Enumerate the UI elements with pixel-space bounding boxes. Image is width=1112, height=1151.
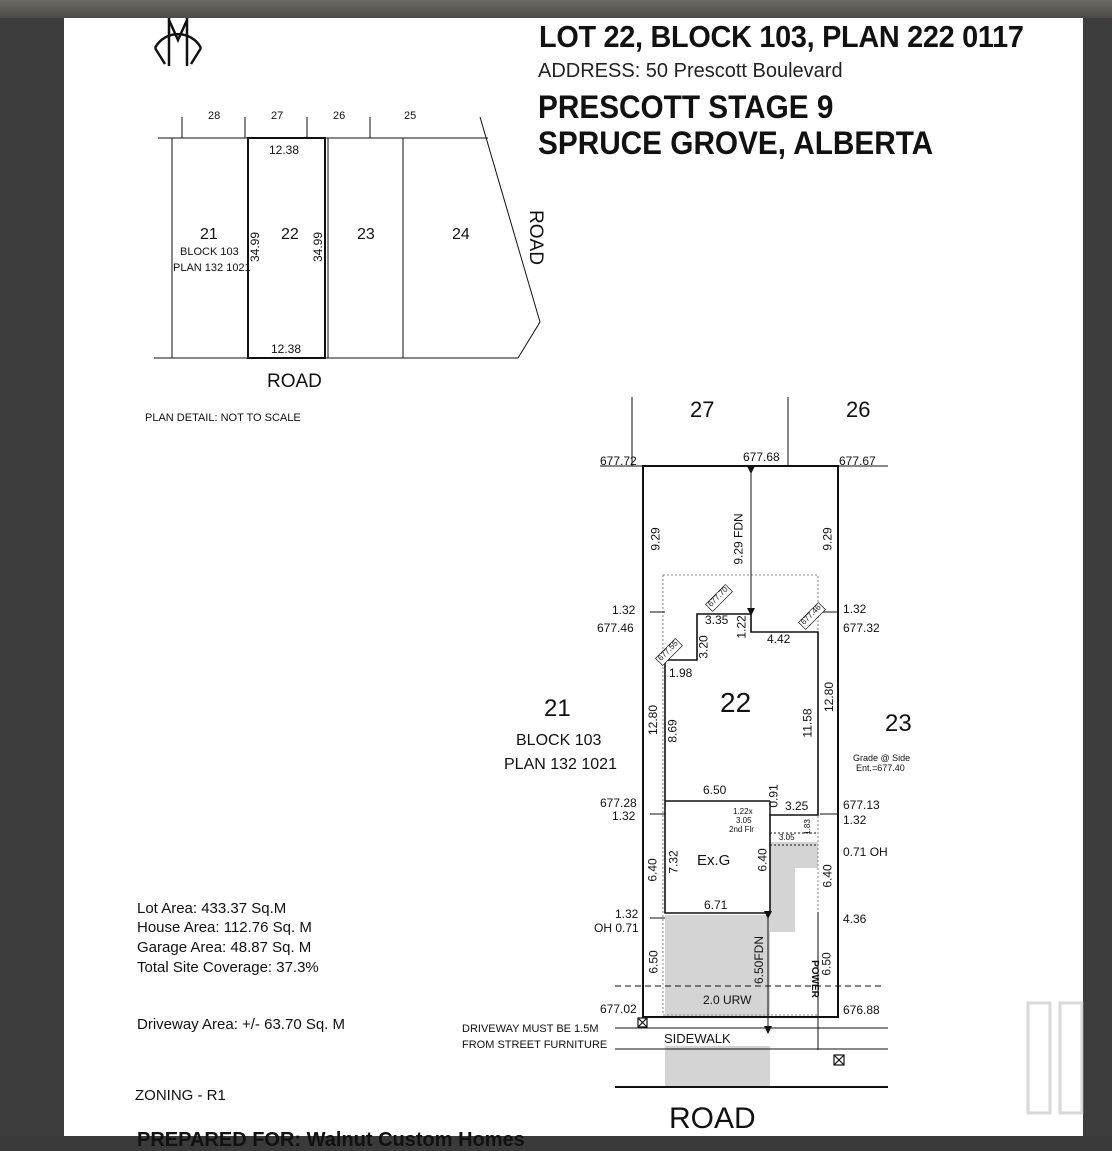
dim-0-91: 0.91: [766, 784, 781, 808]
dim-12-80-left: 12.80: [646, 704, 661, 736]
elev-right-2: 677.13: [843, 798, 880, 812]
dim-1-98: 1.98: [669, 666, 693, 680]
plan-lot-21: 21: [200, 226, 218, 243]
neighbor-top-left: 27: [690, 397, 715, 422]
dim-3-20: 3.20: [696, 635, 711, 659]
garage-area: Garage Area: 48.87 Sq. M: [137, 939, 312, 956]
plan-top-lot-25: 25: [404, 110, 417, 122]
dim-3-05b: 3.05: [779, 833, 795, 842]
dim-4-36: 4.36: [843, 912, 867, 926]
dim-6-50-left: 6.50: [646, 950, 661, 974]
plan-top-lot-27: 27: [271, 110, 284, 122]
dim-7-32: 7.32: [666, 850, 681, 874]
garage-label: Ex.G: [697, 852, 731, 869]
house-area: House Area: 112.76 Sq. M: [137, 919, 312, 936]
corner-elev-2: 677.70: [706, 584, 730, 609]
driveway-note-1: DRIVEWAY MUST BE 1.5M: [462, 1023, 599, 1035]
dim-8-69: 8.69: [665, 719, 680, 743]
setback-right: 9.29: [820, 527, 835, 551]
side-right-1: 1.32: [843, 602, 867, 616]
neighbor-right: 23: [885, 710, 912, 737]
neighbor-top-right: 26: [846, 397, 871, 422]
title-address: ADDRESS: 50 Prescott Boulevard: [538, 60, 843, 82]
side-left-2: 1.32: [612, 809, 636, 823]
driveway-area: Driveway Area: +/- 63.70 Sq. M: [137, 1016, 346, 1033]
road-label: ROAD: [669, 1102, 756, 1135]
dim-6-50-top: 6.50: [703, 783, 727, 797]
site-coverage: Total Site Coverage: 37.3%: [137, 959, 319, 976]
title-city: SPRUCE GROVE, ALBERTA: [538, 125, 934, 161]
plan-note: PLAN DETAIL: NOT TO SCALE: [145, 412, 301, 424]
plan-width-bottom: 12.38: [271, 342, 302, 356]
setback-front: 9.29 FDN: [731, 513, 746, 565]
title-lot-line: LOT 22, BLOCK 103, PLAN 222 0117: [539, 19, 1024, 54]
dim-3-25: 3.25: [785, 799, 809, 813]
plan-top-lot-26: 26: [333, 110, 346, 122]
dim-11-58: 11.58: [800, 708, 815, 738]
urw-label: 2.0 URW: [703, 993, 752, 1007]
dim-12-80-right: 12.80: [822, 681, 837, 713]
power-label: POWER: [808, 960, 820, 998]
side-left-1: 1.32: [612, 603, 636, 617]
neighbor-left-plan: PLAN 132 1021: [504, 756, 617, 773]
elev-mid-left: 677.46: [597, 621, 634, 635]
elev-top-left: 677.72: [600, 454, 637, 468]
plan-top-lot-28: 28: [208, 110, 221, 122]
side-left-3: 1.32: [615, 907, 639, 921]
elev-left-2: 677.28: [600, 796, 637, 810]
dim-6-71: 6.71: [704, 898, 728, 912]
elev-bottom-right: 676.88: [843, 1003, 880, 1017]
sidewalk-label: SIDEWALK: [664, 1031, 731, 1046]
dim-6-40-left: 6.40: [645, 858, 660, 882]
neighbor-left: 21: [544, 695, 571, 722]
second-floor: 2nd Flr: [729, 825, 754, 834]
dim-1-22: 1.22: [734, 615, 749, 639]
plan-lot-24: 24: [452, 226, 470, 243]
dim-3-05a: 3.05: [736, 816, 752, 825]
lot-number: 22: [720, 687, 752, 718]
corner-elev-3: 677.46: [799, 602, 823, 627]
elev-top-right: 677.67: [839, 454, 876, 468]
plan-depth-left: 34.99: [248, 231, 263, 263]
dim-6-40-mid: 6.40: [755, 848, 770, 872]
plan-lot-21-block: BLOCK 103: [180, 246, 239, 258]
oh-left: OH 0.71: [594, 921, 639, 935]
plan-road-bottom: ROAD: [267, 371, 322, 392]
dim-1-83: 1.83: [802, 819, 812, 835]
title-stage: PRESCOTT STAGE 9: [538, 89, 834, 125]
grade-side-1: Grade @ Side: [853, 753, 911, 763]
driveway-note-2: FROM STREET FURNITURE: [462, 1039, 608, 1051]
elev-top-mid: 677.68: [743, 450, 780, 464]
plan-lot-23: 23: [357, 226, 375, 243]
grade-side-2: Ent.=677.40: [856, 763, 905, 773]
oh-right: 0.71 OH: [843, 845, 888, 859]
dim-6-40-right: 6.40: [820, 864, 835, 888]
plan-depth-right: 34.99: [311, 231, 326, 263]
plan-lot-22: 22: [281, 226, 299, 243]
elev-mid-right: 677.32: [843, 621, 880, 635]
lot-area: Lot Area: 433.37 Sq.M: [137, 900, 287, 917]
neighbor-left-block: BLOCK 103: [516, 732, 602, 749]
prepared-for: PREPARED FOR: Walnut Custom Homes: [137, 1129, 525, 1151]
side-right-2: 1.32: [843, 813, 867, 827]
zoning: ZONING - R1: [135, 1087, 226, 1104]
dim-3-35: 3.35: [705, 613, 729, 627]
corner-elev-1: 677.55: [656, 638, 680, 663]
watermark-icon: [1020, 995, 1090, 1125]
plan-width-top: 12.38: [269, 143, 300, 157]
plan-road-side: ROAD: [524, 210, 546, 265]
dim-1-22x: 1.22x: [733, 807, 753, 816]
dim-6-50-fdn: 6.50FDN: [752, 935, 767, 985]
plan-lot-21-plan: PLAN 132 1021: [173, 262, 251, 274]
dim-4-42: 4.42: [767, 632, 791, 646]
setback-left: 9.29: [648, 527, 663, 551]
elev-bottom-left: 677.02: [600, 1002, 637, 1016]
dim-6-50-right: 6.50: [819, 952, 834, 976]
